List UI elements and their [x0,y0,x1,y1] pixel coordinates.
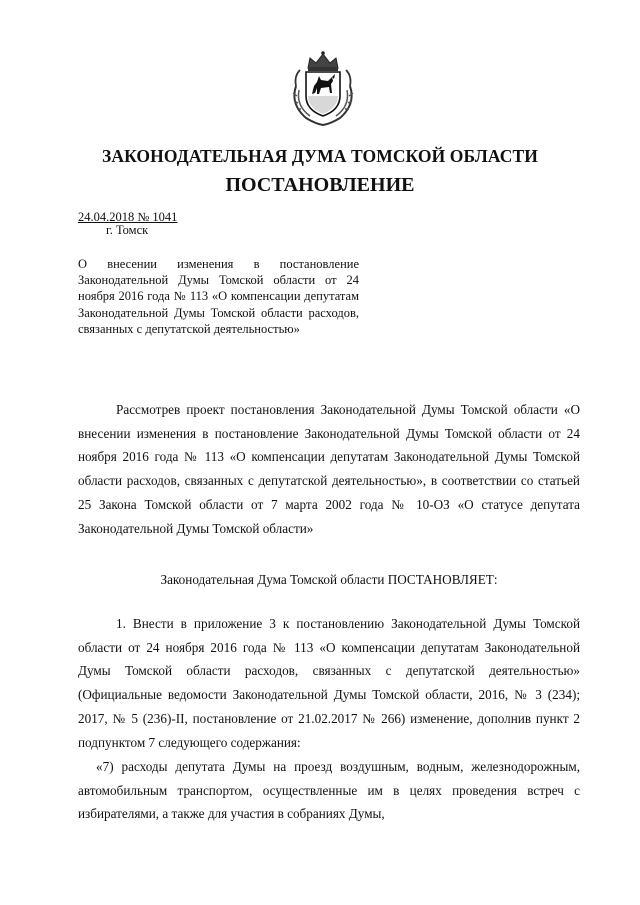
document-city: г. Томск [106,223,149,237]
organization-title: ЗАКОНОДАТЕЛЬНАЯ ДУМА ТОМСКОЙ ОБЛАСТИ [102,146,538,166]
tomsk-oblast-coat-of-arms-icon [288,46,358,126]
item-1-paragraph: 1. Внести в приложение 3 к постановлению Законодательной Думы Томской области от 24 ноября 2016 года № 113 «О компенсации депутатам Законодательной Думы Томской области расходов, связанных с депутатской деятельностью» (Официальные ведомости Законодательной Думы Томской области, 2016, № 3 (234); 2017, № 5 (236)-II, постановление от 21.02.2017 № 266) изменение, дополнив пункт 2 подпунктом 7 следующего содержания: [78,616,580,750]
document-date-number: 24.04.2018 № 1041 [78,210,178,224]
document-type-title: ПОСТАНОВЛЕНИЕ [225,174,415,196]
resolution-statement: Законодательная Дума Томской области ПОСТАНОВЛЯЕТ: [160,572,498,587]
preamble-paragraph: Рассмотрев проект постановления Законодательной Думы Томской области «О внесении изменения в постановление Законодательной Думы Томской области от 24 ноября 2016 года № 113 «О компенсации депутатам Законодательной Думы Томской области расходов, связанных с депутатской деятельностью», в соответствии со статьей 25 Закона Томской области от 7 марта 2002 года № 10-ОЗ «О статусе депутата Законодательной Думы Томской области» [78,402,580,536]
item-1-subitem-7-paragraph: «7) расходы депутата Думы на проезд воздушным, водным, железнодорожным, автомобильным транспортом, осуществленные им в целях проведения встреч с избирателями, а также для участия в собраниях Думы, [78,759,580,822]
document-subject: О внесении изменения в постановление Законодательной Думы Томской области от 24 ноября 2016 года № 113 «О компенсации депутатам Законодательной Думы Томской области расходов, связанных с депутатской деятельностью» [78,257,359,336]
